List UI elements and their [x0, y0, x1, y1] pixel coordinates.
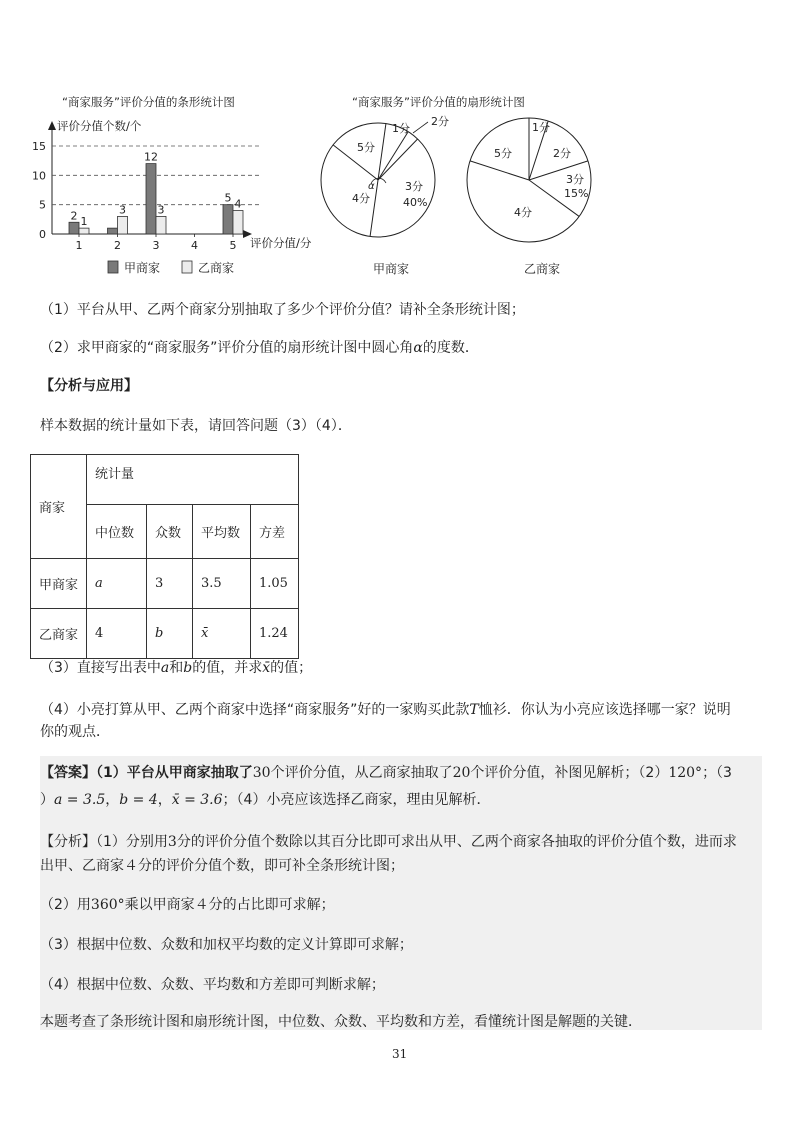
question-3-text-a: （3）直接写出表中 [40, 660, 161, 676]
analysis-text-d: 乘以甲商家４分的占比即可求解； [124, 897, 335, 913]
table-corner: 商家 [31, 455, 87, 559]
pie-chart-title: “商家服务”评价分值的扇形统计图 [352, 95, 525, 109]
x-tick-label: 1 [75, 239, 83, 252]
pie-jia-label-5: 5分 [357, 141, 375, 154]
y-tick-label: 15 [32, 140, 46, 153]
table-cell: b [147, 609, 193, 659]
answer-text-f: ， [105, 792, 120, 808]
analysis-line-2: 出甲、乙商家４分的评价分值个数，即可补全条形统计图； [40, 858, 404, 874]
bar-value-label: 1 [80, 215, 88, 229]
question-3-text-b: 和 [169, 660, 184, 676]
table-intro: 样本数据的统计量如下表，请回答问题（3）（4）． [40, 418, 352, 434]
question-4-text-a: （4）小亮打算从甲、乙两个商家中选择“商家服务”好的一家购买此款 [40, 702, 470, 718]
analysis-line-1 [40, 832, 737, 852]
table-header: 中位数 [87, 505, 147, 559]
analysis-text-a: 【分析】（1）分别用 [40, 834, 168, 850]
table-cell: 3.5 [193, 559, 251, 609]
analysis-text-b: 分的评价分值个数除以其百分比即可求出从甲、乙两个商家各抽取的评价分值个数，进而求 [176, 834, 737, 850]
pie-chart-jia [321, 114, 449, 276]
bar-chart-title: “商家服务”评价分值的条形统计图 [62, 95, 235, 109]
pie-jia-leader-2 [413, 122, 428, 133]
question-3-var-a: a [160, 660, 170, 676]
page-number: 31 [392, 1047, 408, 1061]
pie-yi-label-4: 4分 [514, 206, 532, 219]
y-tick-label: 10 [32, 169, 46, 183]
x-tick-label: 4 [191, 239, 198, 252]
pie-jia-label-3: 3分 [405, 180, 423, 193]
answer-b-eq: b = 4 [119, 792, 158, 808]
table-row-name: 甲商家 [31, 559, 87, 609]
statistics-table [30, 454, 299, 659]
table-header: 众数 [147, 505, 193, 559]
pie-jia-label-4: 4分 [352, 192, 370, 205]
figure-area [0, 85, 800, 285]
table-row-name: 乙商家 [31, 609, 87, 659]
pie-jia-caption: 甲商家 [373, 262, 410, 276]
bar-value-label: 3 [157, 203, 165, 217]
pie-yi-label-1: 1分 [532, 121, 550, 134]
bar-value-label: 3 [119, 203, 126, 217]
bar-jia [223, 205, 233, 234]
bar-yi [118, 216, 128, 234]
answer-text-g: ， [157, 792, 172, 808]
table-cell: a [87, 559, 147, 609]
bar-value-label: 5 [224, 191, 232, 205]
answer-x-eq: x̄ = 3.6 [171, 792, 223, 808]
legend-swatch-jia [108, 261, 118, 273]
pie-yi-label-3: 3分 [566, 173, 584, 186]
bar-value-label: 12 [144, 150, 158, 164]
pie-yi-label-5: 5分 [494, 147, 512, 160]
bar-value-label: 4 [234, 197, 242, 211]
answer-n20: 20 [452, 765, 471, 781]
pie-yi-label-2: 2分 [553, 147, 571, 160]
question-1: （1）平台从甲、乙两个商家分别抽取了多少个评价分值？请补全条形统计图； [40, 302, 525, 318]
answer-line-2 [40, 790, 490, 810]
table-header: 平均数 [193, 505, 251, 559]
legend-label-jia: 甲商家 [124, 261, 161, 275]
bar-jia [69, 222, 79, 234]
bar-jia [108, 228, 118, 234]
answer-text-e: ） [40, 792, 54, 808]
question-2-alpha: α [413, 340, 423, 356]
analysis-line-5: （4）根据中位数、众数、平均数和方差即可判断求解； [40, 977, 385, 993]
x-tick-label: 3 [152, 239, 160, 252]
answer-deg: 120° [668, 765, 703, 781]
x-tick-label: 5 [229, 239, 237, 252]
analysis-line-4: （3）根据中位数、众数和加权平均数的定义计算即可求解； [40, 937, 413, 953]
bar-yi [156, 216, 166, 234]
table-cell: x̄ [193, 609, 251, 659]
answer-text-h: ；（4）小亮应该选择乙商家，理由见解析． [222, 792, 491, 808]
analysis-line-3 [40, 895, 335, 915]
analysis-text-c: （2）用 [40, 897, 91, 913]
section-heading: 【分析与应用】 [40, 378, 138, 394]
legend-swatch-yi [182, 261, 192, 273]
y-tick-label: 0 [39, 228, 46, 241]
question-3-var-b: b [183, 660, 193, 676]
table-cell: 4 [87, 609, 147, 659]
question-4-text-b: 恤衫．你认为小亮应该选择哪一家？说明 [478, 702, 731, 718]
question-4-line-2: 你的观点． [40, 724, 110, 740]
analysis-n3: 3 [167, 834, 177, 850]
question-4-line-1 [40, 700, 731, 720]
question-3-var-xbar: x̄ [262, 660, 271, 676]
pie-yi-caption: 乙商家 [524, 262, 561, 276]
question-3-text-d: 的值； [270, 660, 313, 676]
answer-text-c: 个评价分值，补图见解析；（2） [470, 765, 669, 781]
question-3 [40, 658, 312, 678]
question-2-text-a: （2）求甲商家的“商家服务”评价分值的扇形统计图中圆心角 [40, 340, 414, 356]
question-3-text-c: 的值，并求 [192, 660, 263, 676]
table-header: 方差 [251, 505, 299, 559]
pie-yi-label-15pct: 15% [564, 187, 589, 200]
bar-jia [146, 164, 156, 234]
y-tick-label: 5 [39, 198, 46, 212]
question-2-text-b: 的度数． [422, 340, 479, 356]
bar-chart [32, 121, 260, 252]
table-cell: 1.05 [251, 559, 299, 609]
pie-jia-label-40pct: 40% [403, 196, 428, 209]
pie-jia-alpha: α [368, 181, 375, 192]
bar-yi [79, 228, 89, 234]
analysis-line-6: 本题考查了条形统计图和扇形统计图，中位数、众数、平均数和方差，看懂统计图是解题的关键． [40, 1014, 642, 1030]
bar-yi [233, 211, 243, 234]
bar-chart-ylabel: 评价分值个数/个 [57, 119, 142, 133]
table-row [31, 559, 299, 609]
answer-text-a: 【答案】（1）平台从甲商家抽取了 [40, 765, 253, 781]
legend-label-yi: 乙商家 [198, 261, 235, 275]
table-row [31, 609, 299, 659]
bar-chart-xlabel: 评价分值/分 [250, 236, 312, 250]
pie-jia-label-1: 1分 [392, 122, 410, 135]
question-4-var-t: T [469, 702, 479, 718]
bar-value-label: 2 [70, 209, 78, 223]
answer-text-b: 个评价分值，从乙商家抽取了 [270, 765, 453, 781]
answer-a-eq: a = 3.5 [54, 792, 106, 808]
pie-jia-label-2: 2分 [431, 115, 449, 128]
y-axis-arrow [48, 121, 56, 130]
table-cell: 1.24 [251, 609, 299, 659]
answer-line-1 [40, 763, 732, 783]
answer-text-d: ；（3 [702, 765, 732, 781]
answer-n30: 30 [252, 765, 271, 781]
analysis-deg360: 360° [90, 897, 125, 913]
table-cell: 3 [147, 559, 193, 609]
pie-chart-yi [467, 118, 591, 276]
x-tick-label: 2 [114, 239, 121, 252]
table-group-header: 统计量 [87, 455, 299, 505]
question-2 [40, 338, 479, 358]
